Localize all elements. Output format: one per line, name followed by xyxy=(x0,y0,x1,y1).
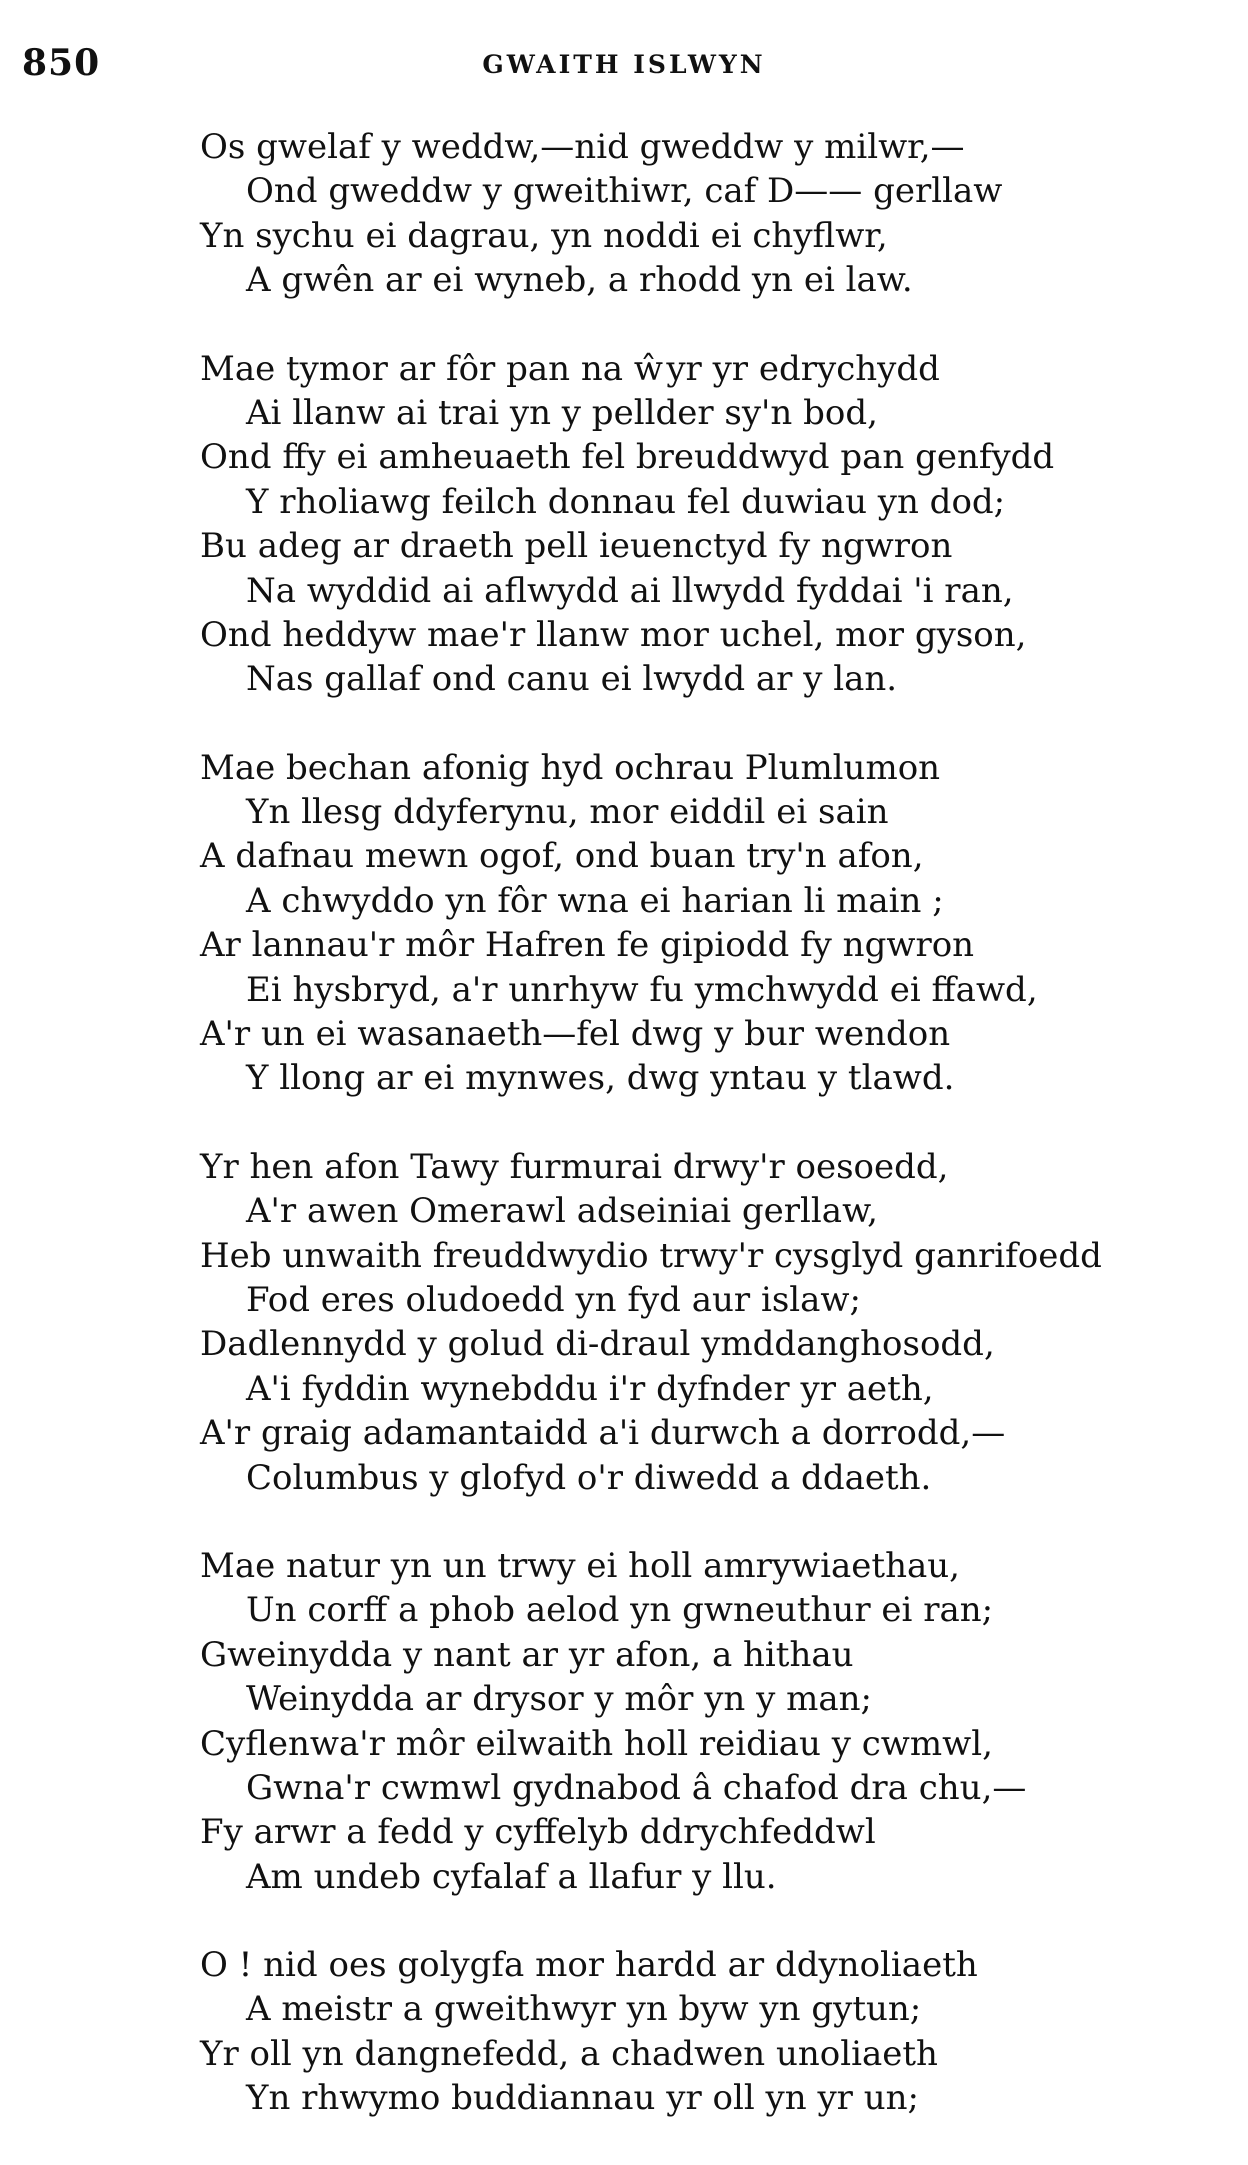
verse-line: Yn rhwymo buddiannau yr oll yn yr un; xyxy=(246,2078,919,2119)
verse-line: Ai llanw ai trai yn y pellder sy'n bod, xyxy=(246,392,878,433)
verse-line: Ei hysbryd, a'r unrhyw fu ymchwydd ei ffawd, xyxy=(246,969,1038,1010)
verse-line: Dadlennydd y golud di-draul ymddanghosodd, xyxy=(200,1324,995,1365)
verse-line: A meistr a gweithwyr yn byw yn gytun; xyxy=(246,1989,922,2030)
verse-line: Heb unwaith freuddwydio trwy'r cysglyd ganrifoedd xyxy=(200,1235,1102,1276)
verse-line: Mae natur yn un trwy ei holl amrywiaethau, xyxy=(200,1545,960,1586)
verse-line: Os gwelaf y weddw,—nid gweddw y milwr,— xyxy=(200,127,965,167)
verse-line: Cyflenwa'r môr eilwaith holl reidiau y cwmwl, xyxy=(200,1723,993,1764)
running-head: GWAITH ISLWYN xyxy=(482,50,766,79)
verse-line: A dafnau mewn ogof, ond buan try'n afon, xyxy=(200,836,924,877)
verse-line: Weinydda ar drysor y môr yn y man; xyxy=(246,1679,872,1720)
verse-line: Ond gweddw y gweithiwr, caf D—— gerllaw xyxy=(246,171,1003,212)
page-number: 850 xyxy=(22,42,101,84)
verse-line: A'r graig adamantaidd a'i durwch a dorrodd,— xyxy=(200,1413,1006,1454)
verse-line: Y llong ar ei mynwes, dwg yntau y tlawd. xyxy=(246,1058,955,1099)
verse-line: Yn sychu ei dagrau, yn noddi ei chyflwr, xyxy=(200,215,888,256)
verse-line: Y rholiawg feilch donnau fel duwiau yn dod; xyxy=(246,481,1006,522)
verse-line: Am undeb cyfalaf a llafur y llu. xyxy=(246,1856,777,1897)
verse-line: Ar lannau'r môr Hafren fe gipiodd fy ngwron xyxy=(200,925,975,966)
verse-line: A'r un ei wasanaeth—fel dwg y bur wendon xyxy=(200,1014,951,1055)
verse-line: Gweinydda y nant ar yr afon, a hithau xyxy=(200,1634,854,1675)
verse-line: A chwyddo yn fôr wna ei harian li main ; xyxy=(246,880,944,921)
verse-line: Nas gallaf ond canu ei lwydd ar y lan. xyxy=(246,659,898,700)
stanza-4 xyxy=(200,1145,1240,1500)
verse-line: Mae bechan afonig hyd ochrau Plumlumon xyxy=(200,747,941,788)
verse-line: Ond ffy ei amheuaeth fel breuddwyd pan genfydd xyxy=(200,437,1055,478)
verse-line: O ! nid oes golygfa mor hardd ar ddynoliaeth xyxy=(200,1945,978,1986)
verse-line: Gwna'r cwmwl gydnabod â chafod dra chu,— xyxy=(246,1767,1027,1808)
stanza-6 xyxy=(200,1943,1240,2121)
verse-line: Fy arwr a fedd y cyffelyb ddrychfeddwl xyxy=(200,1812,876,1853)
verse-line: Yn llesg ddyferynu, mor eiddil ei sain xyxy=(246,792,889,833)
verse-line: Columbus y glofyd o'r diwedd a ddaeth. xyxy=(246,1457,932,1498)
stanza-5 xyxy=(200,1544,1240,1899)
verse-line: Na wyddid ai aflwydd ai llwydd fyddai 'i ran, xyxy=(246,570,1014,611)
verse-line: Yr oll yn dangnefedd, a chadwen unoliaeth xyxy=(200,2033,938,2074)
verse-line: Bu adeg ar draeth pell ieuenctyd fy ngwron xyxy=(200,526,953,567)
verse-line: A gwên ar ei wyneb, a rhodd yn ei law. xyxy=(246,260,913,301)
verse-line: A'r awen Omerawl adseiniai gerllaw, xyxy=(246,1191,878,1232)
stanza-1 xyxy=(200,125,1240,303)
verse-line: Fod eres oludoedd yn fyd aur islaw; xyxy=(246,1279,861,1320)
stanza-3 xyxy=(200,746,1240,1101)
verse-line: Mae tymor ar fôr pan na ŵyr yr edrychydd xyxy=(200,348,940,389)
verse-line: Ond heddyw mae'r llanw mor uchel, mor gyson, xyxy=(200,614,1027,655)
verse-line: Un corff a phob aelod yn gwneuthur ei ran; xyxy=(246,1590,994,1631)
verse-line: A'i fyddin wynebddu i'r dyfnder yr aeth, xyxy=(246,1368,934,1409)
verse-line: Yr hen afon Tawy furmurai drwy'r oesoedd, xyxy=(200,1146,949,1187)
stanza-2 xyxy=(200,347,1240,702)
poem-body xyxy=(200,125,1240,2165)
